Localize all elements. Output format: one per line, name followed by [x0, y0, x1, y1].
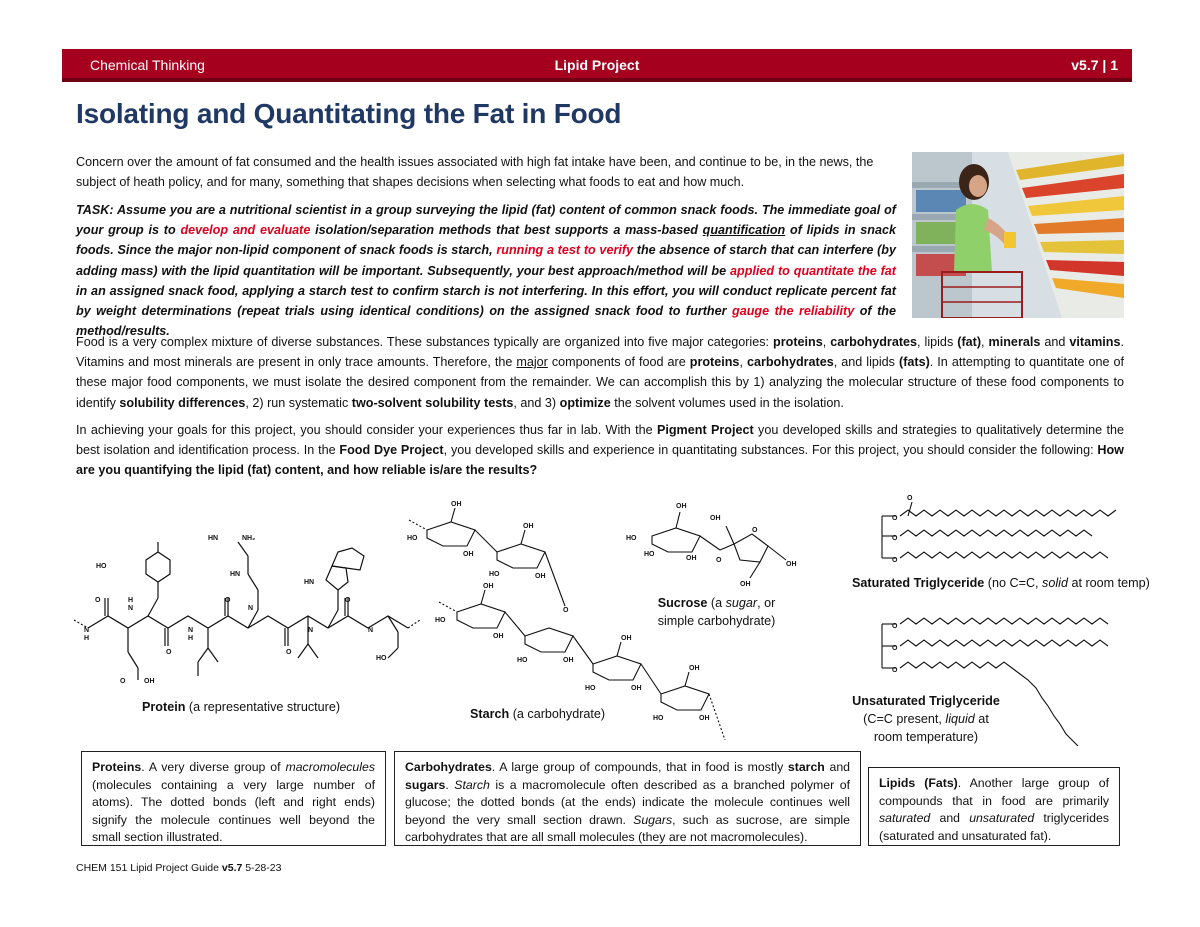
header-project: Lipid Project: [554, 57, 640, 73]
svg-text:OH: OH: [523, 523, 534, 530]
svg-text:OH: OH: [689, 665, 700, 672]
goals-paragraph: In achieving your goals for this project, you should consider your experiences thus far in lab. With the Pigment Project you developed skills and strategies to qualitatively determine the best isolation and identification process. In the Food Dye Project, you developed skills and experience in quantitating substances. For this project, you should consider the following: How are you quantifying the lipid (fat) content, and how reliable is/are the results?: [76, 423, 1125, 478]
svg-text:N: N: [308, 627, 314, 634]
svg-text:HO: HO: [585, 685, 596, 692]
svg-text:N: N: [188, 627, 194, 634]
saturated-caption: Saturated Triglyceride (no C=C, solid at room temp): [852, 576, 1150, 590]
svg-text:HO: HO: [376, 655, 387, 662]
unsaturated-caption: Unsaturated Triglyceride (C=C present, liquid at room temperature): [852, 694, 1000, 744]
svg-text:OH: OH: [631, 685, 642, 692]
svg-text:O: O: [892, 515, 898, 522]
svg-text:O: O: [892, 645, 898, 652]
svg-text:OH: OH: [621, 635, 632, 642]
protein-caption: Protein (a representative structure): [142, 700, 341, 714]
svg-text:O: O: [286, 649, 292, 656]
svg-text:OH: OH: [144, 678, 155, 685]
svg-text:O: O: [166, 649, 172, 656]
starch-caption: Starch (a carbohydrate): [470, 707, 606, 721]
svg-text:OH: OH: [699, 715, 710, 722]
protein-structure-diagram: [70, 520, 430, 700]
task-paragraph: TASK: Assume you are a nutritional scientist in a group surveying the lipid (fat) content of common snack foods. The immediate goal of your group is to develop and evaluate isolation/separation methods that best supports a mass-based quantification of lipids in snack foods. Since the major non-lipid component of snack foods is starch, running a test to verify the absence of starch that can interfere (by adding mass) with the lipid quantitation will be important. Subsequently, your best approach/method will be applied to quantitate the fat in an assigned snack food, applying a starch test to confirm starch is not interfering. In this effort, you will conduct replicate percent fat by weight determinations (repeat trials using identical conditions) on the assigned snack food to further gauge the reliability of the method/results.: [76, 203, 896, 339]
svg-text:O: O: [95, 597, 101, 604]
svg-text:OH: OH: [463, 551, 474, 558]
svg-text:HO: HO: [96, 563, 107, 570]
svg-text:OH: OH: [493, 633, 504, 640]
svg-text:O: O: [892, 557, 898, 564]
food-components-paragraph: Food is a very complex mixture of diverse substances. These substances typically are organized into five major categories: proteins, carbohydrates, lipids (fat), minerals and vitamins. Vitamins and most minerals are present in only trace amounts. Therefore, the major components of food are proteins, carbohydrates, and lipids (fats). In attempting to quantitate one of these major food components, we must isolate the desired component from the remainder. We can accomplish this by 1) analyzing the molecular structure of these food components to identify solubility differences, 2) run systematic two-solvent solubility tests, and 3) optimize the solvent volumes used in the isolation.: [76, 335, 1125, 410]
svg-text:H: H: [128, 597, 134, 604]
svg-text:OH: OH: [483, 583, 494, 590]
svg-text:OH: OH: [740, 581, 751, 588]
svg-text:N: N: [84, 627, 90, 634]
svg-text:O: O: [892, 623, 898, 630]
svg-text:N: N: [128, 605, 134, 612]
svg-text:HO: HO: [489, 571, 500, 578]
svg-text:HO: HO: [407, 535, 418, 542]
svg-text:O: O: [752, 527, 758, 534]
svg-text:O: O: [716, 557, 722, 564]
svg-text:HO: HO: [517, 657, 528, 664]
svg-text:OH: OH: [535, 573, 546, 580]
svg-text:HN: HN: [208, 535, 219, 542]
svg-text:NH₂: NH₂: [242, 535, 256, 542]
svg-text:N: N: [248, 605, 254, 612]
grocery-shopper-photo: [912, 152, 1124, 318]
page-footer: CHEM 151 Lipid Project Guide v5.7 5-28-23: [76, 862, 282, 874]
proteins-info-box: Proteins. A very diverse group of macromolecules (molecules containing a very large number of atoms). The dotted bonds (left and right ends) signify the molecule continues well beyond the small section illustrated.: [81, 751, 386, 846]
svg-text:O: O: [892, 667, 898, 674]
lipids-info-box: Lipids (Fats). Another large group of compounds that in food are primarily saturated and unsaturated triglycerides (saturated and unsaturated fat).: [868, 767, 1120, 846]
svg-text:O: O: [907, 495, 913, 502]
saturated-triglyceride-diagram: [872, 494, 1122, 570]
svg-text:OH: OH: [563, 657, 574, 664]
svg-text:OH: OH: [676, 503, 687, 510]
sucrose-caption: Sucrose (a sugar, or simple carbohydrate): [657, 596, 776, 628]
svg-text:O: O: [225, 597, 231, 604]
svg-text:HN: HN: [230, 571, 241, 578]
header-course: Chemical Thinking: [90, 57, 205, 73]
svg-text:HN: HN: [304, 579, 315, 586]
carbohydrates-info-box: Carbohydrates. A large group of compounds, that in food is mostly starch and sugars. Starch is a macromolecule often described as a branched polymer of glucose; the dotted bonds (at the ends) indicate the molecule continues well beyond the very small section drawn. Sugars, such as sucrose, are simple carbohydrates that are all small molecules (they are not macromolecules).: [394, 751, 861, 846]
svg-text:OH: OH: [686, 555, 697, 562]
page-title: Isolating and Quantitating the Fat in Food: [76, 98, 622, 129]
svg-text:HO: HO: [626, 535, 637, 542]
header-version-page: v5.7 | 1: [1071, 57, 1118, 73]
svg-text:HO: HO: [644, 551, 655, 558]
sucrose-structure-diagram: [622, 496, 812, 590]
intro-paragraph: Concern over the amount of fat consumed and the health issues associated with high fat intake have been, and continue to be, in the news, the subject of heath policy, and for many, something that shapes decisions when selecting what foods to eat and how much.: [76, 155, 874, 190]
svg-text:N: N: [368, 627, 374, 634]
svg-text:OH: OH: [786, 561, 797, 568]
page-header: [62, 49, 1132, 82]
svg-text:O: O: [345, 597, 351, 604]
svg-text:HO: HO: [435, 617, 446, 624]
svg-text:O: O: [563, 607, 569, 614]
svg-text:OH: OH: [710, 515, 721, 522]
svg-text:O: O: [120, 678, 126, 685]
svg-text:HO: HO: [653, 715, 664, 722]
svg-text:OH: OH: [451, 501, 462, 508]
svg-text:H: H: [84, 635, 90, 642]
svg-text:O: O: [892, 535, 898, 542]
svg-text:H: H: [188, 635, 194, 642]
